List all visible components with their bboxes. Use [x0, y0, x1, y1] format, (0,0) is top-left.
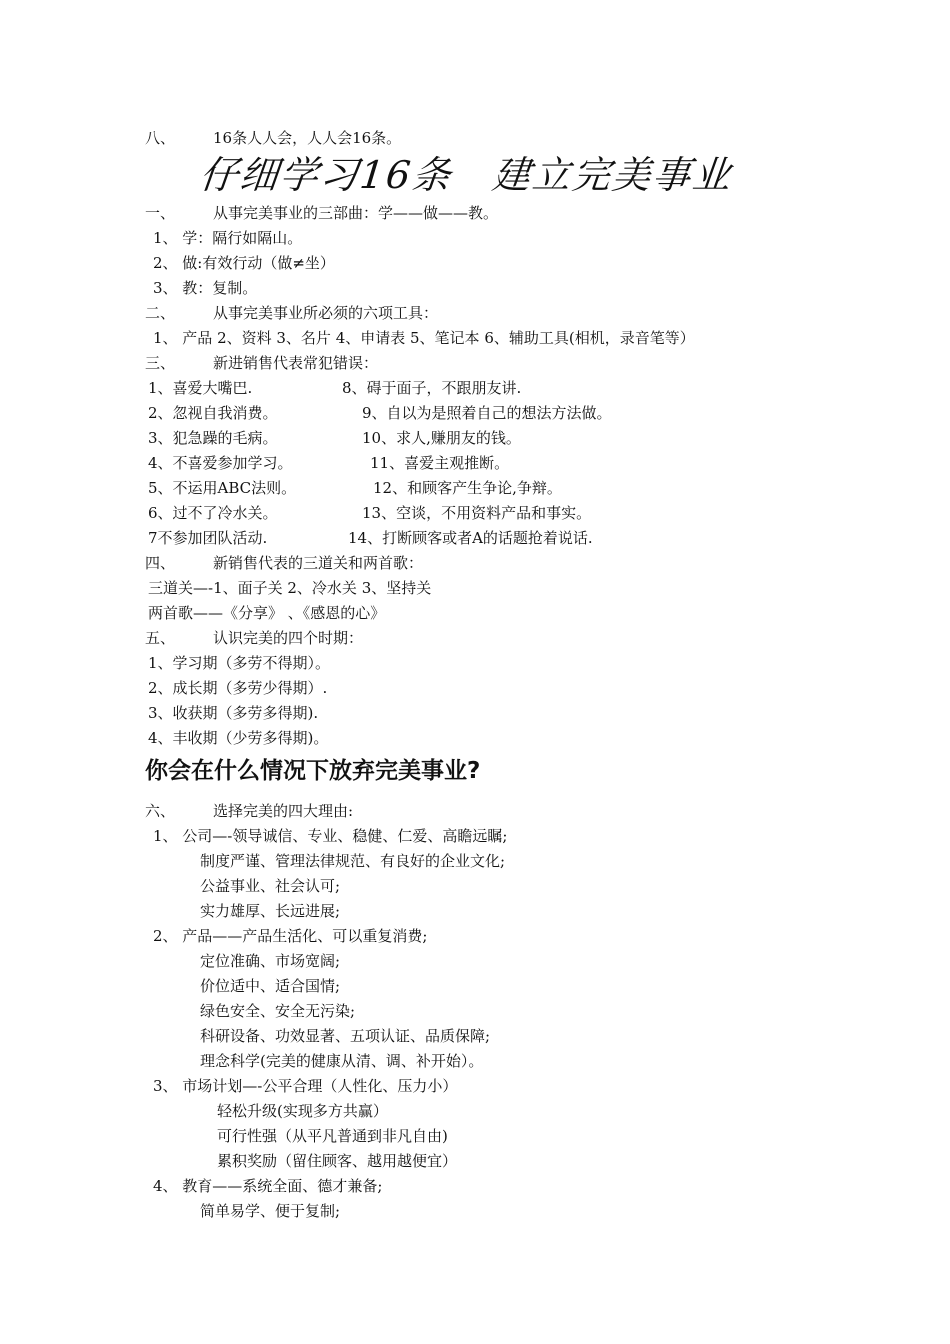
mistake-right-item: 14、打断顾客或者A的话题抢着说话. [348, 529, 593, 547]
section-2-text: 从事完美事业所必须的六项工具： [213, 304, 439, 322]
reason-line: 实力雄厚、长远进展; [200, 902, 341, 920]
reason-line: 可行性强（从平凡普通到非凡自由) [217, 1127, 448, 1145]
mistake-right-item: 12、和顾客产生争论,争辩。 [373, 479, 562, 497]
mistake-left-item: 6、过不了冷水关。 [148, 504, 278, 522]
title-part-1: 仔细学习16条 [197, 153, 455, 197]
section-1-text: 从事完美事业的三部曲：学——做——教。 [213, 204, 499, 222]
section-5-item: 1、学习期（多劳不得期）。 [148, 654, 331, 672]
section-4-item: 两首歌——《分享》 、《感恩的心》 [148, 604, 386, 622]
reason-line: 轻松升级(实现多方共赢） [217, 1102, 388, 1120]
section-8-text: 16条人人会，人人会16条。 [213, 129, 402, 147]
mistake-right-item: 11、喜爱主观推断。 [370, 454, 510, 472]
section-6-number: 六、 [145, 802, 176, 820]
reason-line: 价位适中、适合国情; [200, 977, 341, 995]
mistake-right-item: 8、碍于面子，不跟朋友讲. [342, 379, 522, 397]
document-title [197, 150, 735, 200]
reason-line: 简单易学、便于复制; [200, 1202, 341, 1220]
reason-line: 定位准确、市场宽阔; [200, 952, 341, 970]
reason-heading: 2、 产品——产品生活化、可以重复消费; [153, 927, 428, 945]
section-6-text: 选择完美的四大理由: [213, 802, 354, 820]
section-1-item: 3、 教：复制。 [153, 279, 258, 297]
section-3-number: 三、 [145, 354, 176, 372]
reason-line: 绿色安全、安全无污染; [200, 1002, 356, 1020]
section-4-item: 三道关—-1、面子关 2、冷水关 3、坚持关 [148, 579, 432, 597]
section-2-item: 1、 产品 2、资料 3、名片 4、申请表 5、笔记本 6、辅助工具(相机，录音笔等） [153, 329, 695, 347]
mistake-left-item: 7不参加团队活动. [148, 529, 268, 547]
reason-heading: 3、 市场计划—-公平合理（人性化、压力小） [153, 1077, 458, 1095]
section-4-text: 新销售代表的三道关和两首歌： [213, 554, 424, 572]
reason-line: 制度严谨、管理法律规范、有良好的企业文化; [200, 852, 506, 870]
mistake-right-item: 10、求人,赚朋友的钱。 [362, 429, 521, 447]
section-8-number: 八、 [145, 129, 176, 147]
section-3-text: 新进销售代表常犯错误： [213, 354, 379, 372]
section-1-item: 1、 学：隔行如隔山。 [153, 229, 303, 247]
section-5-item: 3、收获期（多劳多得期). [148, 704, 319, 722]
section-5-text: 认识完美的四个时期： [213, 629, 364, 647]
reason-heading: 4、 教育——系统全面、德才兼备; [153, 1177, 383, 1195]
section-2-number: 二、 [145, 304, 176, 322]
mistake-left-item: 1、喜爱大嘴巴. [148, 379, 253, 397]
reason-line: 公益事业、社会认可; [200, 877, 341, 895]
mistake-left-item: 3、犯急躁的毛病。 [148, 429, 278, 447]
mistake-left-item: 5、不运用ABC法则。 [148, 479, 297, 497]
section-5-item: 2、成长期（多劳少得期）. [148, 679, 328, 697]
section-5-item: 4、丰收期（少劳多得期)。 [148, 729, 329, 747]
reason-heading: 1、 公司—-领导诚信、专业、稳健、仁爱、高瞻远瞩; [153, 827, 508, 845]
mistake-right-item: 13、空谈，不用资料产品和事实。 [362, 504, 592, 522]
mistake-left-item: 4、不喜爱参加学习。 [148, 454, 293, 472]
mistake-right-item: 9、自以为是照着自己的想法方法做。 [362, 404, 612, 422]
bold-heading: 你会在什么情况下放弃完美事业? [145, 758, 481, 784]
section-5-number: 五、 [145, 629, 176, 647]
section-4-number: 四、 [145, 554, 176, 572]
section-1-item: 2、 做:有效行动（做≠坐） [153, 254, 335, 272]
reason-line: 累积奖励（留住顾客、越用越便宜） [217, 1152, 458, 1170]
section-1-number: 一、 [145, 204, 176, 222]
reason-line: 科研设备、功效显著、五项认证、品质保障; [200, 1027, 491, 1045]
mistake-left-item: 2、忽视自我消费。 [148, 404, 278, 422]
reason-line: 理念科学(完美的健康从清、调、补开始）。 [200, 1052, 484, 1070]
title-part-2: 建立完美事业 [490, 153, 735, 197]
